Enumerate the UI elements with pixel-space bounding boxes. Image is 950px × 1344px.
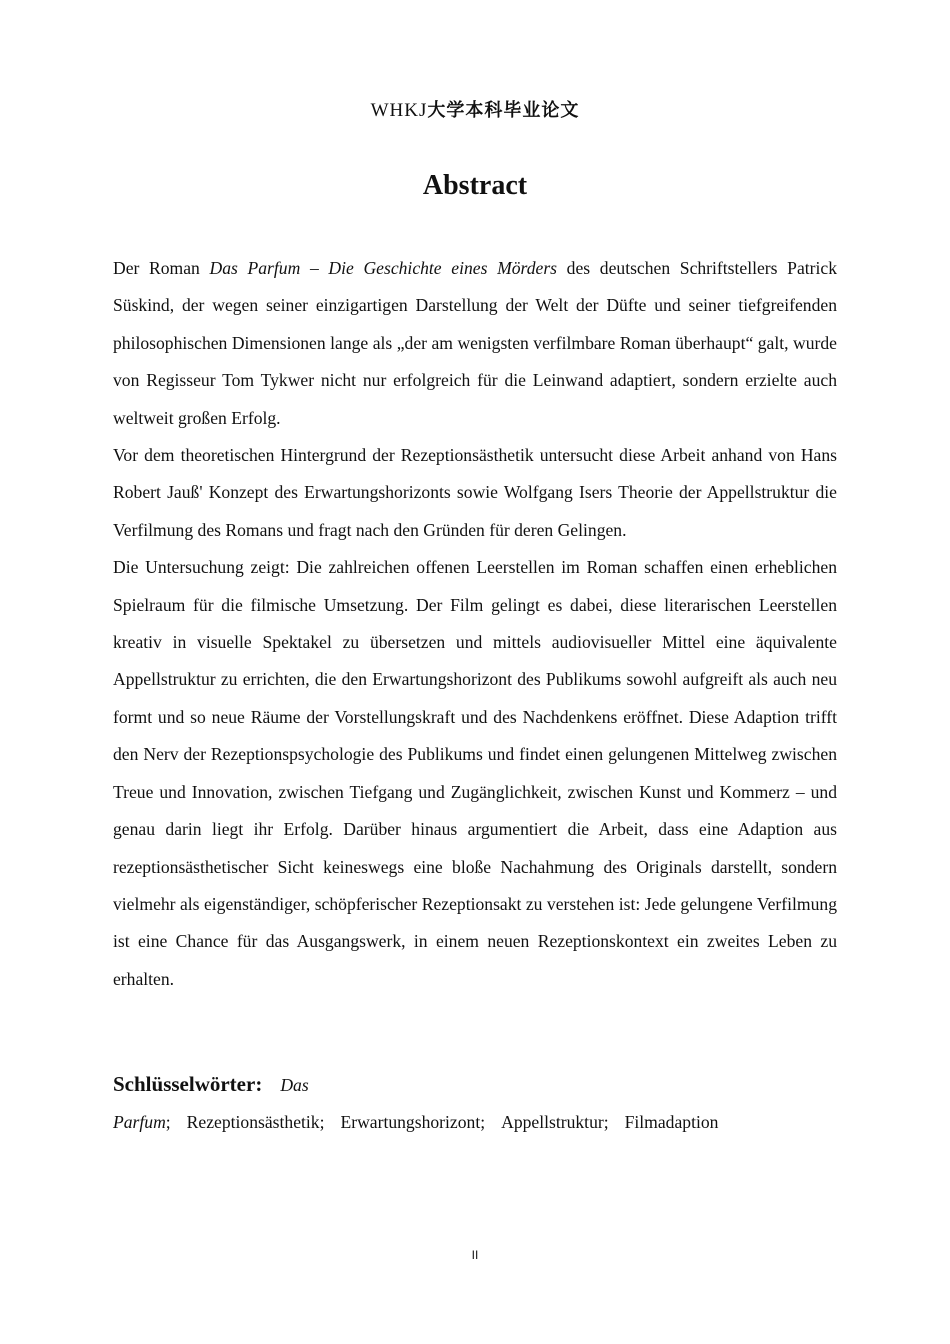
keyword-item: Rezeptionsästhetik <box>186 1112 320 1132</box>
abstract-body <box>113 250 837 998</box>
keyword-item: Filmadaption <box>624 1112 719 1132</box>
p1-rest: des deutschen Schriftstellers Patrick Süskind, der wegen seiner einzigartigen Darstellung der Welt der Düfte und seiner tiefgreifenden philosophischen Dimensionen lange als „der am wenigsten verfilmbare Roman überhaupt“ galt, wurde von Regisseur Tom Tykwer nicht nur erfolgreich für die Leinwand adaptiert, sondern erzielte auch weltweit großen Erfolg. <box>113 258 838 428</box>
page-number: II <box>471 1248 479 1262</box>
abstract-paragraph-2: Vor dem theoretischen Hintergrund der Rezeptionsästhetik untersucht diese Arbeit anhand von Hans Robert Jauß' Konzept des Erwartungshorizonts sowie Wolfgang Isers Theorie der Appellstruktur die Verfilmung des Romans und fragt nach den Gründen für deren Gelingen. <box>113 445 837 540</box>
page-title: Abstract <box>422 170 528 201</box>
header-prefix: WHKJ <box>370 100 428 121</box>
keywords-label: Schlüsselwörter: <box>113 1072 263 1096</box>
header-title: 大学本科毕业论文 <box>427 100 580 121</box>
p1-lead: Der Roman <box>113 258 210 278</box>
keyword-separator: ; <box>603 1112 609 1132</box>
keyword-item: Erwartungshorizont <box>340 1112 481 1132</box>
novel-title: Das Parfum – Die Geschichte eines Mörders <box>209 258 558 278</box>
keyword-item: Das Parfum <box>113 1075 309 1132</box>
abstract-paragraph-3: Die Untersuchung zeigt: Die zahlreichen offenen Leerstellen im Roman schaffen einen erheblichen Spielraum für die filmische Umsetzung. Der Film gelingt es dabei, diese literarischen Leerstellen kreativ in visuelle Spektakel zu übersetzen und mittels audiovisueller Mittel eine äquivalente Appellstruktur zu errichten, die den Erwartungshorizont des Publikums sowohl aufgreift als auch neu formt und so neue Räume der Vorstellungskraft und des Nachdenkens eröffnet. Diese Adaption trifft den Nerv der Rezeptionspsychologie des Publikums und findet einen gelungenen Mittelweg zwischen Treue und Innovation, zwischen Tiefgang und Zugänglichkeit, zwischen Kunst und Kommerz – und genau darin liegt ihr Erfolg. Darüber hinaus argumentiert die Arbeit, dass eine Adaption aus rezeptionsästhetischer Sicht keineswegs eine bloße Nachahmung des Originals darstellt, sondern vielmehr als eigenständiger, schöpferischer Rezeptionsakt zu verstehen ist: Jede gelungene Verfilmung ist eine Chance für das Ausgangswerk, in einem neuen Rezeptionskontext ein zweites Leben zu erhalten. <box>113 557 837 989</box>
keywords-section <box>113 1066 837 1141</box>
running-header <box>0 96 950 122</box>
keyword-separator: ; <box>165 1112 171 1132</box>
keyword-separator: ; <box>480 1112 486 1132</box>
keyword-separator: ; <box>319 1112 325 1132</box>
abstract-paragraph-1 <box>113 250 837 437</box>
keyword-item: Appellstruktur <box>501 1112 604 1132</box>
